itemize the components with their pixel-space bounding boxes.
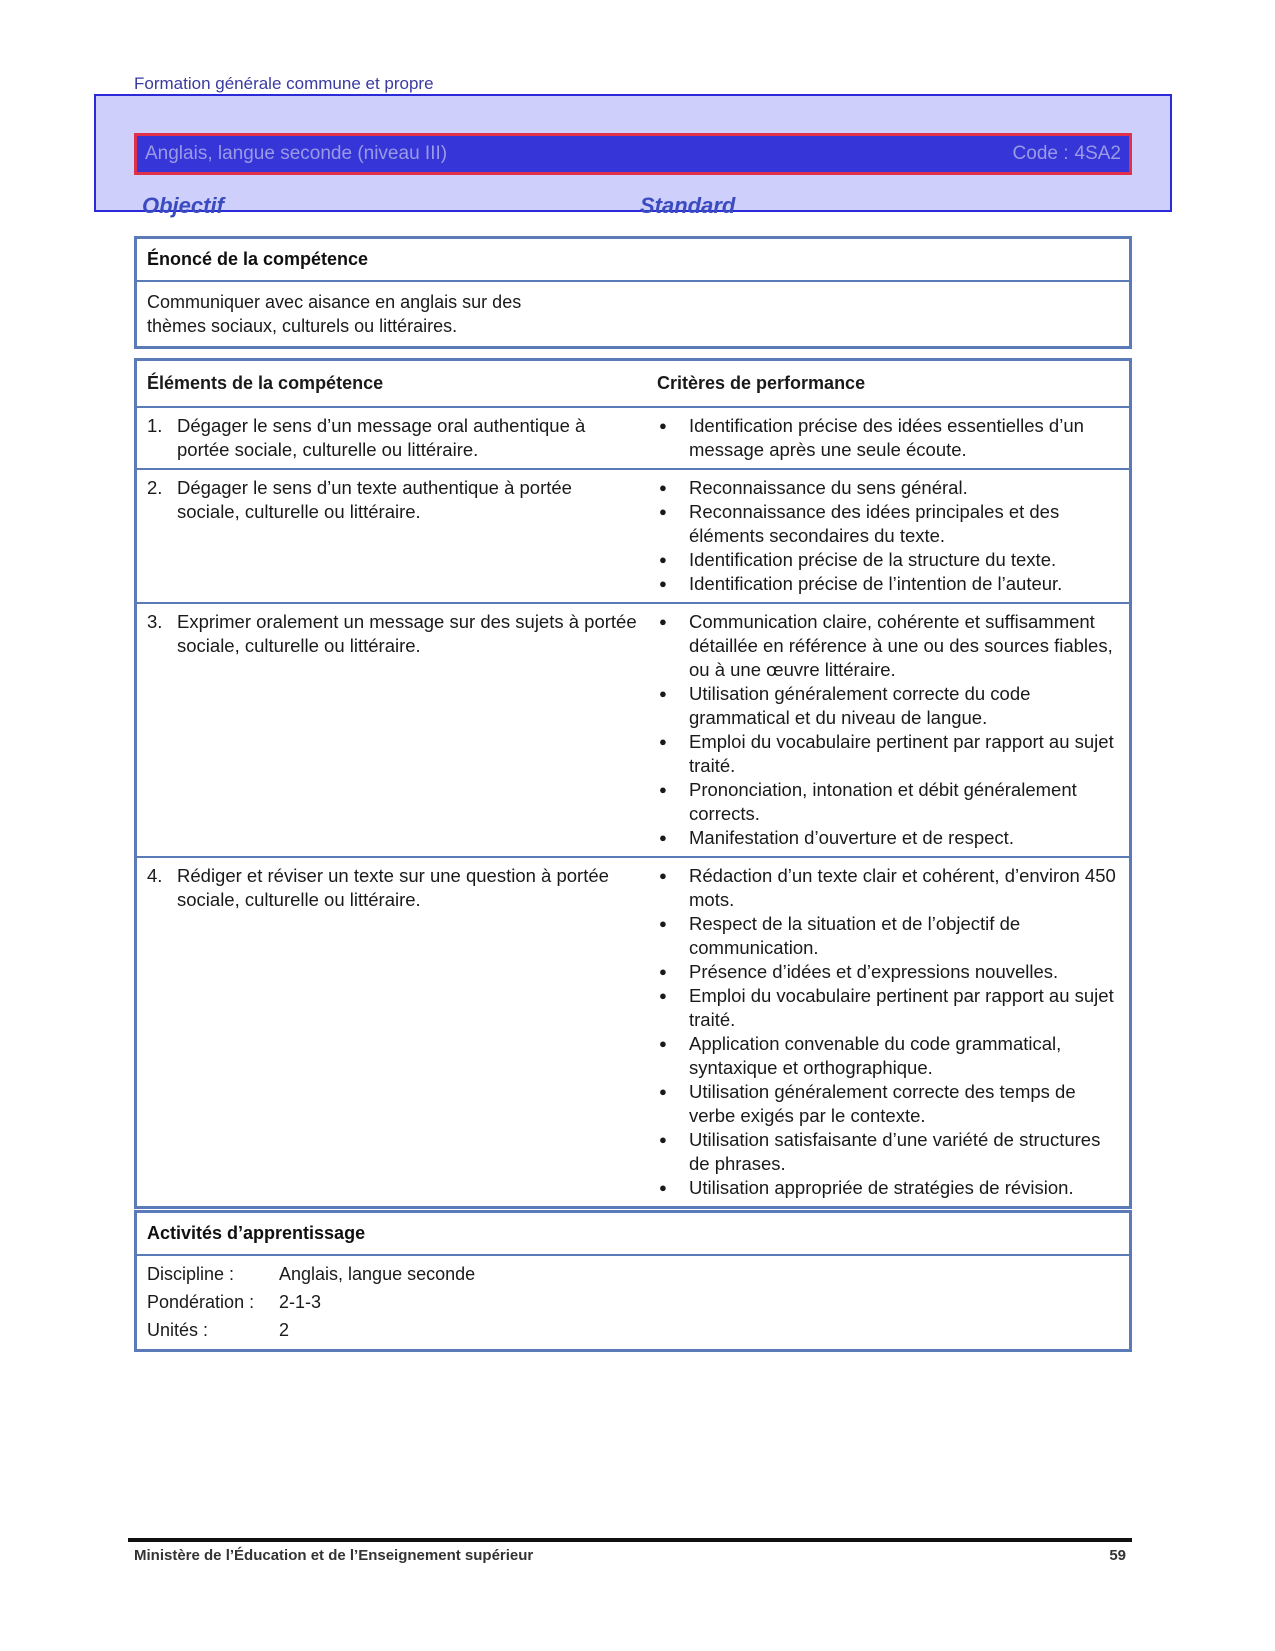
element-text: Rédiger et réviser un texte sur une question à portée sociale, culturelle ou littéraire. — [177, 865, 609, 910]
table-row — [137, 857, 1129, 1206]
criteria-cell — [647, 857, 1129, 1206]
list-item — [657, 476, 1119, 500]
criterion-text: Manifestation d’ouverture et de respect. — [689, 827, 1014, 848]
criteria-col-header: Critères de performance — [647, 361, 1129, 407]
bullet-icon: ● — [659, 964, 667, 979]
list-item — [657, 1080, 1119, 1128]
code-label: Code : — [1012, 143, 1069, 164]
footer-rule — [128, 1538, 1132, 1542]
elements-box — [134, 358, 1132, 1209]
bullet-icon: ● — [659, 1084, 667, 1099]
element-cell — [137, 469, 647, 603]
list-item — [657, 414, 1119, 462]
criterion-text: Utilisation satisfaisante d’une variété de structures de phrases. — [689, 1129, 1101, 1174]
bullet-icon: ● — [659, 686, 667, 701]
activites-title: Activités d’apprentissage — [137, 1213, 1129, 1256]
table-row — [137, 603, 1129, 857]
elements-col-header: Éléments de la compétence — [137, 361, 647, 407]
list-item — [657, 778, 1119, 826]
bullet-icon: ● — [659, 868, 667, 883]
criterion-text: Identification précise de l’intention de l’auteur. — [689, 573, 1063, 594]
criterion-text: Présence d’idées et d’expressions nouvelles. — [689, 961, 1059, 982]
objectif-heading: Objectif — [142, 193, 224, 218]
enonce-box — [134, 236, 1132, 349]
list-item — [657, 610, 1119, 682]
list-item — [657, 1128, 1119, 1176]
criteria-list — [657, 476, 1119, 596]
ponderation-label: Pondération : — [147, 1292, 255, 1312]
criterion-text: Respect de la situation et de l’objectif de communication. — [689, 913, 1021, 958]
enonce-line-1: Communiquer avec aisance en anglais sur des — [147, 292, 522, 312]
unites-value: 2 — [279, 1320, 290, 1340]
unites-label: Unités : — [147, 1320, 209, 1340]
section-label: Formation générale commune et propre — [134, 74, 434, 93]
table-row — [137, 407, 1129, 469]
element-cell — [137, 603, 647, 857]
element-number: 3. — [147, 611, 163, 632]
enonce-text — [137, 282, 597, 346]
standard-heading: Standard — [640, 193, 736, 218]
discipline-label: Discipline : — [147, 1264, 235, 1284]
course-title-bar — [134, 133, 1132, 175]
criterion-text: Communication claire, cohérente et suffisamment détaillée en référence à une ou des sources fiables, ou à une œuvre littéraire. — [689, 611, 1113, 680]
list-item — [657, 548, 1119, 572]
list-item — [657, 912, 1119, 960]
page-number: 59 — [1109, 1547, 1126, 1564]
criterion-text: Reconnaissance des idées principales et des éléments secondaires du texte. — [689, 501, 1060, 546]
criteria-list — [657, 610, 1119, 850]
element-number: 1. — [147, 415, 163, 436]
criterion-text: Utilisation généralement correcte des temps de verbe exigés par le contexte. — [689, 1081, 1076, 1126]
element-text: Dégager le sens d’un texte authentique à portée sociale, culturelle ou littéraire. — [177, 477, 572, 522]
list-item — [657, 984, 1119, 1032]
criterion-text: Utilisation appropriée de stratégies de révision. — [689, 1177, 1074, 1198]
criterion-text: Identification précise des idées essentielles d’un message après une seule écoute. — [689, 415, 1084, 460]
bullet-icon: ● — [659, 988, 667, 1003]
criteria-cell — [647, 407, 1129, 469]
element-cell — [137, 407, 647, 469]
enonce-title: Énoncé de la compétence — [137, 239, 1129, 282]
footer — [134, 1547, 1126, 1564]
bullet-icon: ● — [659, 734, 667, 749]
element-number: 2. — [147, 477, 163, 498]
list-item — [657, 1176, 1119, 1200]
list-item — [657, 730, 1119, 778]
criteria-list — [657, 414, 1119, 462]
bullet-icon: ● — [659, 614, 667, 629]
bullet-icon: ● — [659, 782, 667, 797]
course-code — [1013, 143, 1121, 165]
elements-table — [137, 361, 1129, 1206]
element-number: 4. — [147, 865, 163, 886]
footer-ministry: Ministère de l’Éducation et de l’Enseignement supérieur — [134, 1547, 534, 1564]
list-item — [657, 826, 1119, 850]
bullet-icon: ● — [659, 1036, 667, 1051]
criteria-cell — [647, 469, 1129, 603]
enonce-line-2: thèmes sociaux, culturels ou littéraires. — [147, 316, 458, 336]
criterion-text: Prononciation, intonation et débit généralement corrects. — [689, 779, 1077, 824]
bullet-icon: ● — [659, 504, 667, 519]
ponderation-value: 2-1-3 — [279, 1292, 322, 1312]
element-cell — [137, 857, 647, 1206]
discipline-row — [137, 1260, 1129, 1288]
activites-box — [134, 1210, 1132, 1352]
criteria-cell — [647, 603, 1129, 857]
list-item — [657, 682, 1119, 730]
list-item — [657, 500, 1119, 548]
course-title: Anglais, langue seconde (niveau III) — [145, 143, 448, 164]
element-text: Dégager le sens d’un message oral authentique à portée sociale, culturelle ou littéraire. — [177, 415, 586, 460]
bullet-icon: ● — [659, 1132, 667, 1147]
list-item — [657, 572, 1119, 596]
table-row — [137, 469, 1129, 603]
ponderation-row — [137, 1288, 1129, 1316]
criterion-text: Identification précise de la structure du texte. — [689, 549, 1057, 570]
criteria-list — [657, 864, 1119, 1200]
criterion-text: Utilisation généralement correcte du code grammatical et du niveau de langue. — [689, 683, 1031, 728]
criterion-text: Emploi du vocabulaire pertinent par rapport au sujet traité. — [689, 985, 1114, 1030]
bullet-icon: ● — [659, 830, 667, 845]
criterion-text: Rédaction d’un texte clair et cohérent, d’environ 450 mots. — [689, 865, 1116, 910]
list-item — [657, 960, 1119, 984]
list-item — [657, 864, 1119, 912]
elements-body — [137, 407, 1129, 1206]
bullet-icon: ● — [659, 576, 667, 591]
unites-row — [137, 1316, 1129, 1344]
bullet-icon: ● — [659, 552, 667, 567]
bullet-icon: ● — [659, 418, 667, 433]
element-text: Exprimer oralement un message sur des sujets à portée sociale, culturelle ou littéraire. — [177, 611, 637, 656]
criterion-text: Application convenable du code grammatical, syntaxique et orthographique. — [689, 1033, 1062, 1078]
discipline-value: Anglais, langue seconde — [279, 1264, 476, 1284]
list-item — [657, 1032, 1119, 1080]
bullet-icon: ● — [659, 480, 667, 495]
bullet-icon: ● — [659, 1180, 667, 1195]
bullet-icon: ● — [659, 916, 667, 931]
criterion-text: Reconnaissance du sens général. — [689, 477, 968, 498]
criterion-text: Emploi du vocabulaire pertinent par rapport au sujet traité. — [689, 731, 1114, 776]
code-value: 4SA2 — [1074, 143, 1121, 164]
